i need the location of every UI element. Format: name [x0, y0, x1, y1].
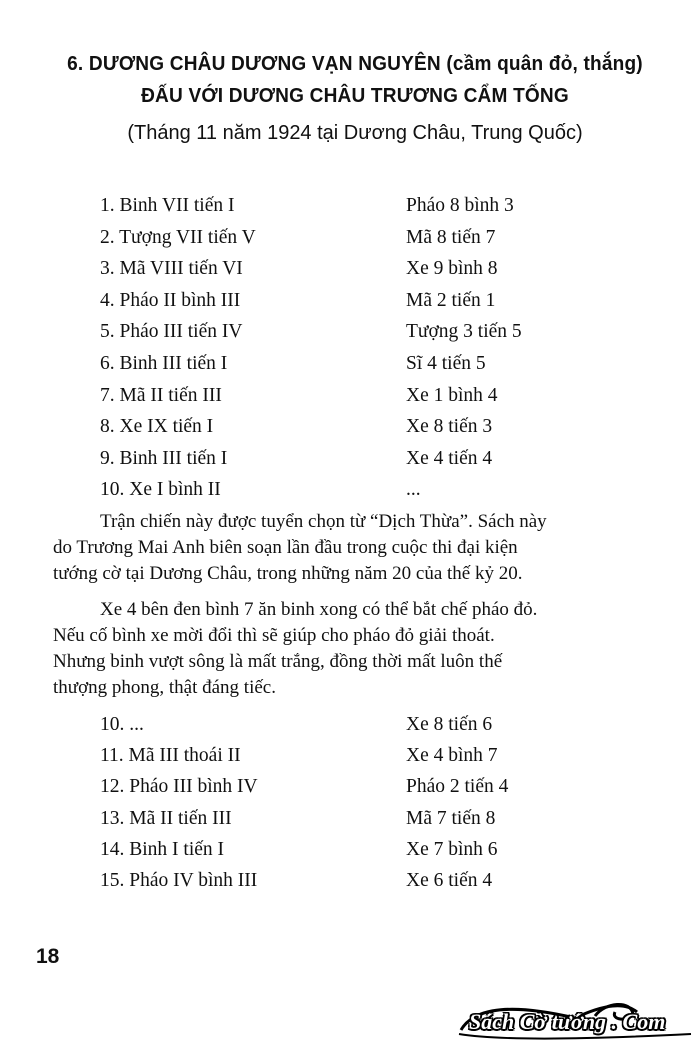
black-move: Xe 9 bình 8 — [406, 258, 498, 280]
red-move: 10. ... — [100, 714, 144, 735]
black-move: Xe 4 bình 7 — [406, 745, 498, 767]
black-move: Mã 8 tiến 7 — [406, 226, 496, 248]
red-move: 11. Mã III thoái II — [100, 745, 241, 767]
chapter-subtitle: (Tháng 11 năm 1924 tại Dương Châu, Trung Quốc) — [127, 122, 583, 144]
black-move: Xe 8 tiến 3 — [406, 416, 493, 438]
paragraph-line: Trận chiến này được tuyển chọn từ “Dịch Thừa”. Sách này — [100, 511, 547, 532]
paragraph-line: Xe 4 bên đen bình 7 ăn binh xong có thể bắt chế pháo đỏ. — [100, 599, 538, 620]
paragraph-line: thượng phong, thật đáng tiếc. — [53, 677, 276, 698]
chapter-title-line-2: ĐẤU VỚI DƯƠNG CHÂU TRƯƠNG CẨM TỐNG — [141, 84, 569, 107]
red-move: 14. Binh I tiến I — [100, 838, 225, 860]
red-move: 12. Pháo III bình IV — [100, 776, 258, 798]
black-move: Sĩ 4 tiến 5 — [406, 352, 486, 374]
red-move: 6. Binh III tiến I — [100, 352, 228, 374]
red-move: 15. Pháo IV bình III — [100, 869, 258, 891]
red-move: 13. Mã II tiến III — [100, 807, 232, 829]
black-move: Xe 1 bình 4 — [406, 384, 498, 406]
black-move: ... — [406, 479, 421, 501]
red-move: 7. Mã II tiến III — [100, 384, 222, 406]
red-move: 2. Tượng VII tiến V — [100, 226, 256, 248]
red-move: 3. Mã VIII tiến VI — [100, 258, 243, 280]
site-watermark — [455, 1000, 695, 1042]
red-move: 10. Xe I bình II — [100, 479, 221, 501]
commentary-paragraph-1 — [53, 509, 690, 587]
page-number: 18 — [36, 945, 60, 968]
black-move: Xe 6 tiến 4 — [406, 869, 493, 891]
black-move: Xe 7 bình 6 — [406, 838, 498, 860]
commentary-paragraph-2 — [53, 597, 690, 701]
paragraph-line: Nếu cố bình xe mời đổi thì sẽ giúp cho pháo đỏ giải thoát. — [53, 625, 495, 646]
paragraph-line: Nhưng binh vượt sông là mất trắng, đồng thời mất luôn thế — [53, 651, 503, 672]
red-move: 4. Pháo II bình III — [100, 289, 241, 311]
black-move: Mã 2 tiến 1 — [406, 289, 496, 311]
paragraph-line: do Trương Mai Anh biên soạn lần đầu trong cuộc thi đại kiện — [53, 537, 518, 558]
red-move: 9. Binh III tiến I — [100, 447, 228, 469]
chapter-title-line-1: 6. DƯƠNG CHÂU DƯƠNG VẠN NGUYÊN (cầm quân đỏ, thắng) — [67, 52, 643, 75]
red-move: 8. Xe IX tiến I — [100, 416, 214, 438]
watermark-text: Sách Cờ tướng . Com — [469, 1009, 666, 1034]
black-move: Xe 4 tiến 4 — [406, 447, 493, 469]
black-move: Mã 7 tiến 8 — [406, 807, 496, 829]
paragraph-line: tướng cờ tại Dương Châu, trong những năm 20 của thế kỷ 20. — [53, 563, 523, 584]
red-move: 5. Pháo III tiến IV — [100, 321, 243, 343]
black-move: Xe 8 tiến 6 — [406, 714, 493, 735]
black-move: Tượng 3 tiến 5 — [406, 321, 522, 343]
black-move: Pháo 2 tiến 4 — [406, 776, 509, 798]
black-move: Pháo 8 bình 3 — [406, 195, 514, 216]
red-move: 1. Binh VII tiến I — [100, 195, 235, 216]
